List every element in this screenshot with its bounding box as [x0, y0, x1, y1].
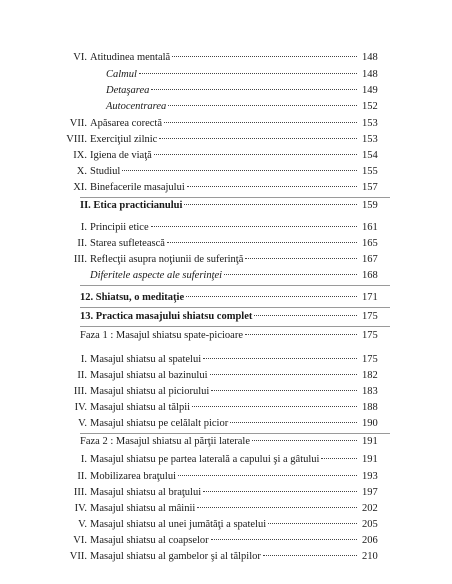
dot-leader	[211, 539, 357, 540]
toc-entry-number: I.	[80, 354, 87, 365]
toc-entry	[0, 368, 452, 384]
dot-leader	[122, 170, 357, 171]
toc-entry-title: Exerciţiul zilnic	[90, 134, 158, 145]
toc-entry-line	[90, 220, 359, 236]
toc-entry-number: XI.	[73, 182, 87, 193]
toc-entry-page: 175	[362, 330, 378, 341]
toc-entry-title: Reflecţii asupra noţiunii de suferinţă	[90, 254, 244, 265]
toc-entry	[0, 384, 452, 400]
toc-entry-line	[90, 501, 359, 517]
toc-entry-title: Masajul shiatsu al gambelor şi al tălpilor	[90, 551, 261, 562]
toc-entry-title: 13. Practica masajului shiatsu complet	[80, 311, 253, 322]
toc-entry	[0, 83, 452, 99]
toc-entry-title: Masajul shiatsu al coapselor	[90, 535, 209, 546]
toc-entry-number: I.	[80, 454, 87, 465]
toc-entry-page: 210	[362, 551, 378, 562]
toc-entry-line	[90, 549, 359, 565]
dot-leader	[268, 523, 357, 524]
toc-entry-line	[80, 434, 359, 450]
dot-leader	[252, 440, 357, 441]
toc-entry	[0, 198, 452, 214]
toc-entry-number: V.	[78, 519, 87, 530]
toc-entry-page: 202	[362, 503, 378, 514]
toc-entry-title: Mobilizarea braţului	[90, 471, 177, 482]
dot-leader	[321, 458, 357, 459]
toc-entry-line	[106, 99, 359, 115]
dot-leader	[254, 315, 357, 316]
dot-leader	[167, 242, 357, 243]
toc-entry	[0, 236, 452, 252]
toc-entry-title: Calmul	[106, 69, 137, 80]
toc-entry-title: Studiul	[90, 166, 121, 177]
toc-entry-line	[90, 132, 359, 148]
dot-leader	[230, 422, 357, 423]
toc-entry-title: Faza 1 : Masajul shiatsu spate-picioare	[80, 330, 243, 341]
toc-entry-line	[106, 83, 359, 99]
toc-entry	[0, 99, 452, 115]
toc-entry	[0, 268, 452, 284]
toc-entry-number: VI.	[73, 52, 87, 63]
toc-entry-page: 206	[362, 535, 378, 546]
toc-entry	[0, 469, 452, 485]
section-divider	[80, 326, 390, 327]
dot-leader	[245, 258, 357, 259]
toc-entry	[0, 400, 452, 416]
toc-entry-number: IV.	[74, 402, 87, 413]
toc-entry-line	[106, 67, 359, 83]
toc-entry	[0, 549, 452, 565]
toc-entry-line	[90, 252, 359, 268]
dot-leader	[210, 374, 357, 375]
dot-leader	[203, 358, 357, 359]
toc-entry-page: 197	[362, 487, 378, 498]
toc-entry-line	[90, 352, 359, 368]
toc-entry-line	[90, 452, 359, 468]
toc-entry	[0, 517, 452, 533]
toc-entry-number: I.	[80, 222, 87, 233]
toc-entry-title: Masajul shiatsu pe celălalt picior	[90, 418, 229, 429]
dot-leader	[245, 334, 357, 335]
toc-entry	[0, 252, 452, 268]
toc-entry-number: II.	[77, 370, 87, 381]
toc-entry-number: VII.	[69, 551, 87, 562]
toc-entry	[0, 164, 452, 180]
toc-entry	[0, 328, 452, 344]
toc-entry-number: X.	[76, 166, 87, 177]
toc-entry-title: Diferitele aspecte ale suferinţei	[90, 270, 223, 281]
toc-entry-title: Detaşarea	[106, 85, 150, 96]
toc-entry-title: II. Etica practicianului	[80, 200, 183, 211]
toc-entry-page: 148	[362, 69, 378, 80]
toc-entry-title: Atitudinea mentală	[90, 52, 171, 63]
toc-entry-title: Apăsarea corectă	[90, 118, 162, 129]
toc-entry	[0, 434, 452, 450]
toc-entry	[0, 533, 452, 549]
toc-entry	[0, 452, 452, 468]
dot-leader	[172, 56, 357, 57]
toc-entry-line	[90, 485, 359, 501]
toc-entry-number: IV.	[74, 503, 87, 514]
toc-entry-title: Masajul shiatsu pe partea laterală a capului şi a gâtului	[90, 454, 320, 465]
dot-leader	[197, 507, 357, 508]
dot-leader	[211, 390, 357, 391]
toc-entry-title: Principii etice	[90, 222, 149, 233]
toc-entry-title: Masajul shiatsu al bazinului	[90, 370, 208, 381]
toc-entry-title: Starea sufletească	[90, 238, 165, 249]
toc-entry-page: 168	[362, 270, 378, 281]
toc-entry-page: 191	[362, 454, 378, 465]
toc-entry	[0, 116, 452, 132]
dot-leader	[151, 89, 357, 90]
toc-entry-page: 182	[362, 370, 378, 381]
toc-entry-page: 205	[362, 519, 378, 530]
toc-entry	[0, 148, 452, 164]
toc-entry-page: 157	[362, 182, 378, 193]
toc-entry-line	[80, 290, 359, 306]
toc-entry-page: 161	[362, 222, 378, 233]
toc-entry	[0, 220, 452, 236]
dot-leader	[187, 186, 357, 187]
toc-entry-page: 149	[362, 85, 378, 96]
toc-entry-line	[90, 50, 359, 66]
toc-entry-number: III.	[73, 386, 87, 397]
toc-entry-page: 159	[362, 200, 378, 211]
toc-entry-line	[90, 469, 359, 485]
toc-entry-number: VII.	[69, 118, 87, 129]
toc-entry-title: Masajul shiatsu al piciorului	[90, 386, 210, 397]
toc-entry-line	[80, 198, 359, 214]
toc-entry-title: Binefacerile masajului	[90, 182, 185, 193]
toc-entry-page: 171	[362, 292, 378, 303]
toc-entry-page: 153	[362, 134, 378, 145]
dot-leader	[203, 491, 357, 492]
dot-leader	[263, 555, 357, 556]
toc-entry-title: Igiena de viaţă	[90, 150, 152, 161]
toc-entry-line	[80, 309, 359, 325]
toc-entry-page: 154	[362, 150, 378, 161]
toc-entry-number: II.	[77, 238, 87, 249]
dot-leader	[184, 204, 357, 205]
section-divider	[80, 307, 390, 308]
toc-entry-title: Masajul shiatsu al braţului	[90, 487, 202, 498]
toc-entry-title: Masajul shiatsu al spatelui	[90, 354, 202, 365]
toc-entry-line	[90, 148, 359, 164]
dot-leader	[151, 226, 357, 227]
toc-entry	[0, 352, 452, 368]
toc-entry-page: 191	[362, 436, 378, 447]
toc-entry-page: 183	[362, 386, 378, 397]
toc-entry	[0, 67, 452, 83]
toc-entry	[0, 501, 452, 517]
toc-entry-line	[90, 268, 359, 284]
toc-entry-page: 175	[362, 354, 378, 365]
toc-entry	[0, 416, 452, 432]
toc-entry-page: 193	[362, 471, 378, 482]
toc-entry-line	[90, 517, 359, 533]
toc-entry-title: Autocentrarea	[106, 101, 167, 112]
toc-entry-line	[90, 164, 359, 180]
toc-entry-title: Masajul shiatsu al mâinii	[90, 503, 196, 514]
toc-entry-line	[90, 533, 359, 549]
toc-entry-number: IX.	[73, 150, 87, 161]
toc-entry-line	[90, 180, 359, 196]
toc-entry-number: III.	[73, 254, 87, 265]
toc-entry-title: Masajul shiatsu al tălpii	[90, 402, 191, 413]
toc-entry-number: II.	[77, 471, 87, 482]
toc-entry-line	[90, 400, 359, 416]
toc-entry	[0, 132, 452, 148]
toc-entry-number: VIII.	[66, 134, 87, 145]
toc-entry	[0, 50, 452, 66]
toc-entry-title: Masajul shiatsu al unei jumătăţi a spatelui	[90, 519, 267, 530]
toc-entry-page: 152	[362, 101, 378, 112]
toc-entry	[0, 180, 452, 196]
toc-entry-number: VI.	[73, 535, 87, 546]
toc-entry-page: 165	[362, 238, 378, 249]
toc-entry	[0, 485, 452, 501]
dot-leader	[154, 154, 357, 155]
toc-entry-page: 155	[362, 166, 378, 177]
toc-entry-line	[90, 116, 359, 132]
dot-leader	[192, 406, 357, 407]
toc-entry-title: Faza 2 : Masajul shiatsu al părţii laterale	[80, 436, 250, 447]
toc-entry-line	[80, 328, 359, 344]
toc-entry-line	[90, 236, 359, 252]
dot-leader	[168, 105, 357, 106]
section-divider	[80, 285, 390, 286]
toc-entry-line	[90, 368, 359, 384]
toc-entry-page: 153	[362, 118, 378, 129]
toc-entry-page: 148	[362, 52, 378, 63]
toc-entry-page: 175	[362, 311, 378, 322]
toc-entry	[0, 290, 452, 306]
dot-leader	[224, 274, 357, 275]
dot-leader	[178, 475, 357, 476]
toc-entry-title: 12. Shiatsu, o meditaţie	[80, 292, 185, 303]
toc-entry-line	[90, 384, 359, 400]
toc-entry-page: 188	[362, 402, 378, 413]
dot-leader	[159, 138, 357, 139]
toc-entry	[0, 309, 452, 325]
toc-entry-number: III.	[73, 487, 87, 498]
toc-entry-number: V.	[78, 418, 87, 429]
toc-entry-page: 167	[362, 254, 378, 265]
dot-leader	[186, 296, 357, 297]
dot-leader	[164, 122, 357, 123]
toc-entry-page: 190	[362, 418, 378, 429]
toc-entry-line	[90, 416, 359, 432]
dot-leader	[139, 73, 357, 74]
